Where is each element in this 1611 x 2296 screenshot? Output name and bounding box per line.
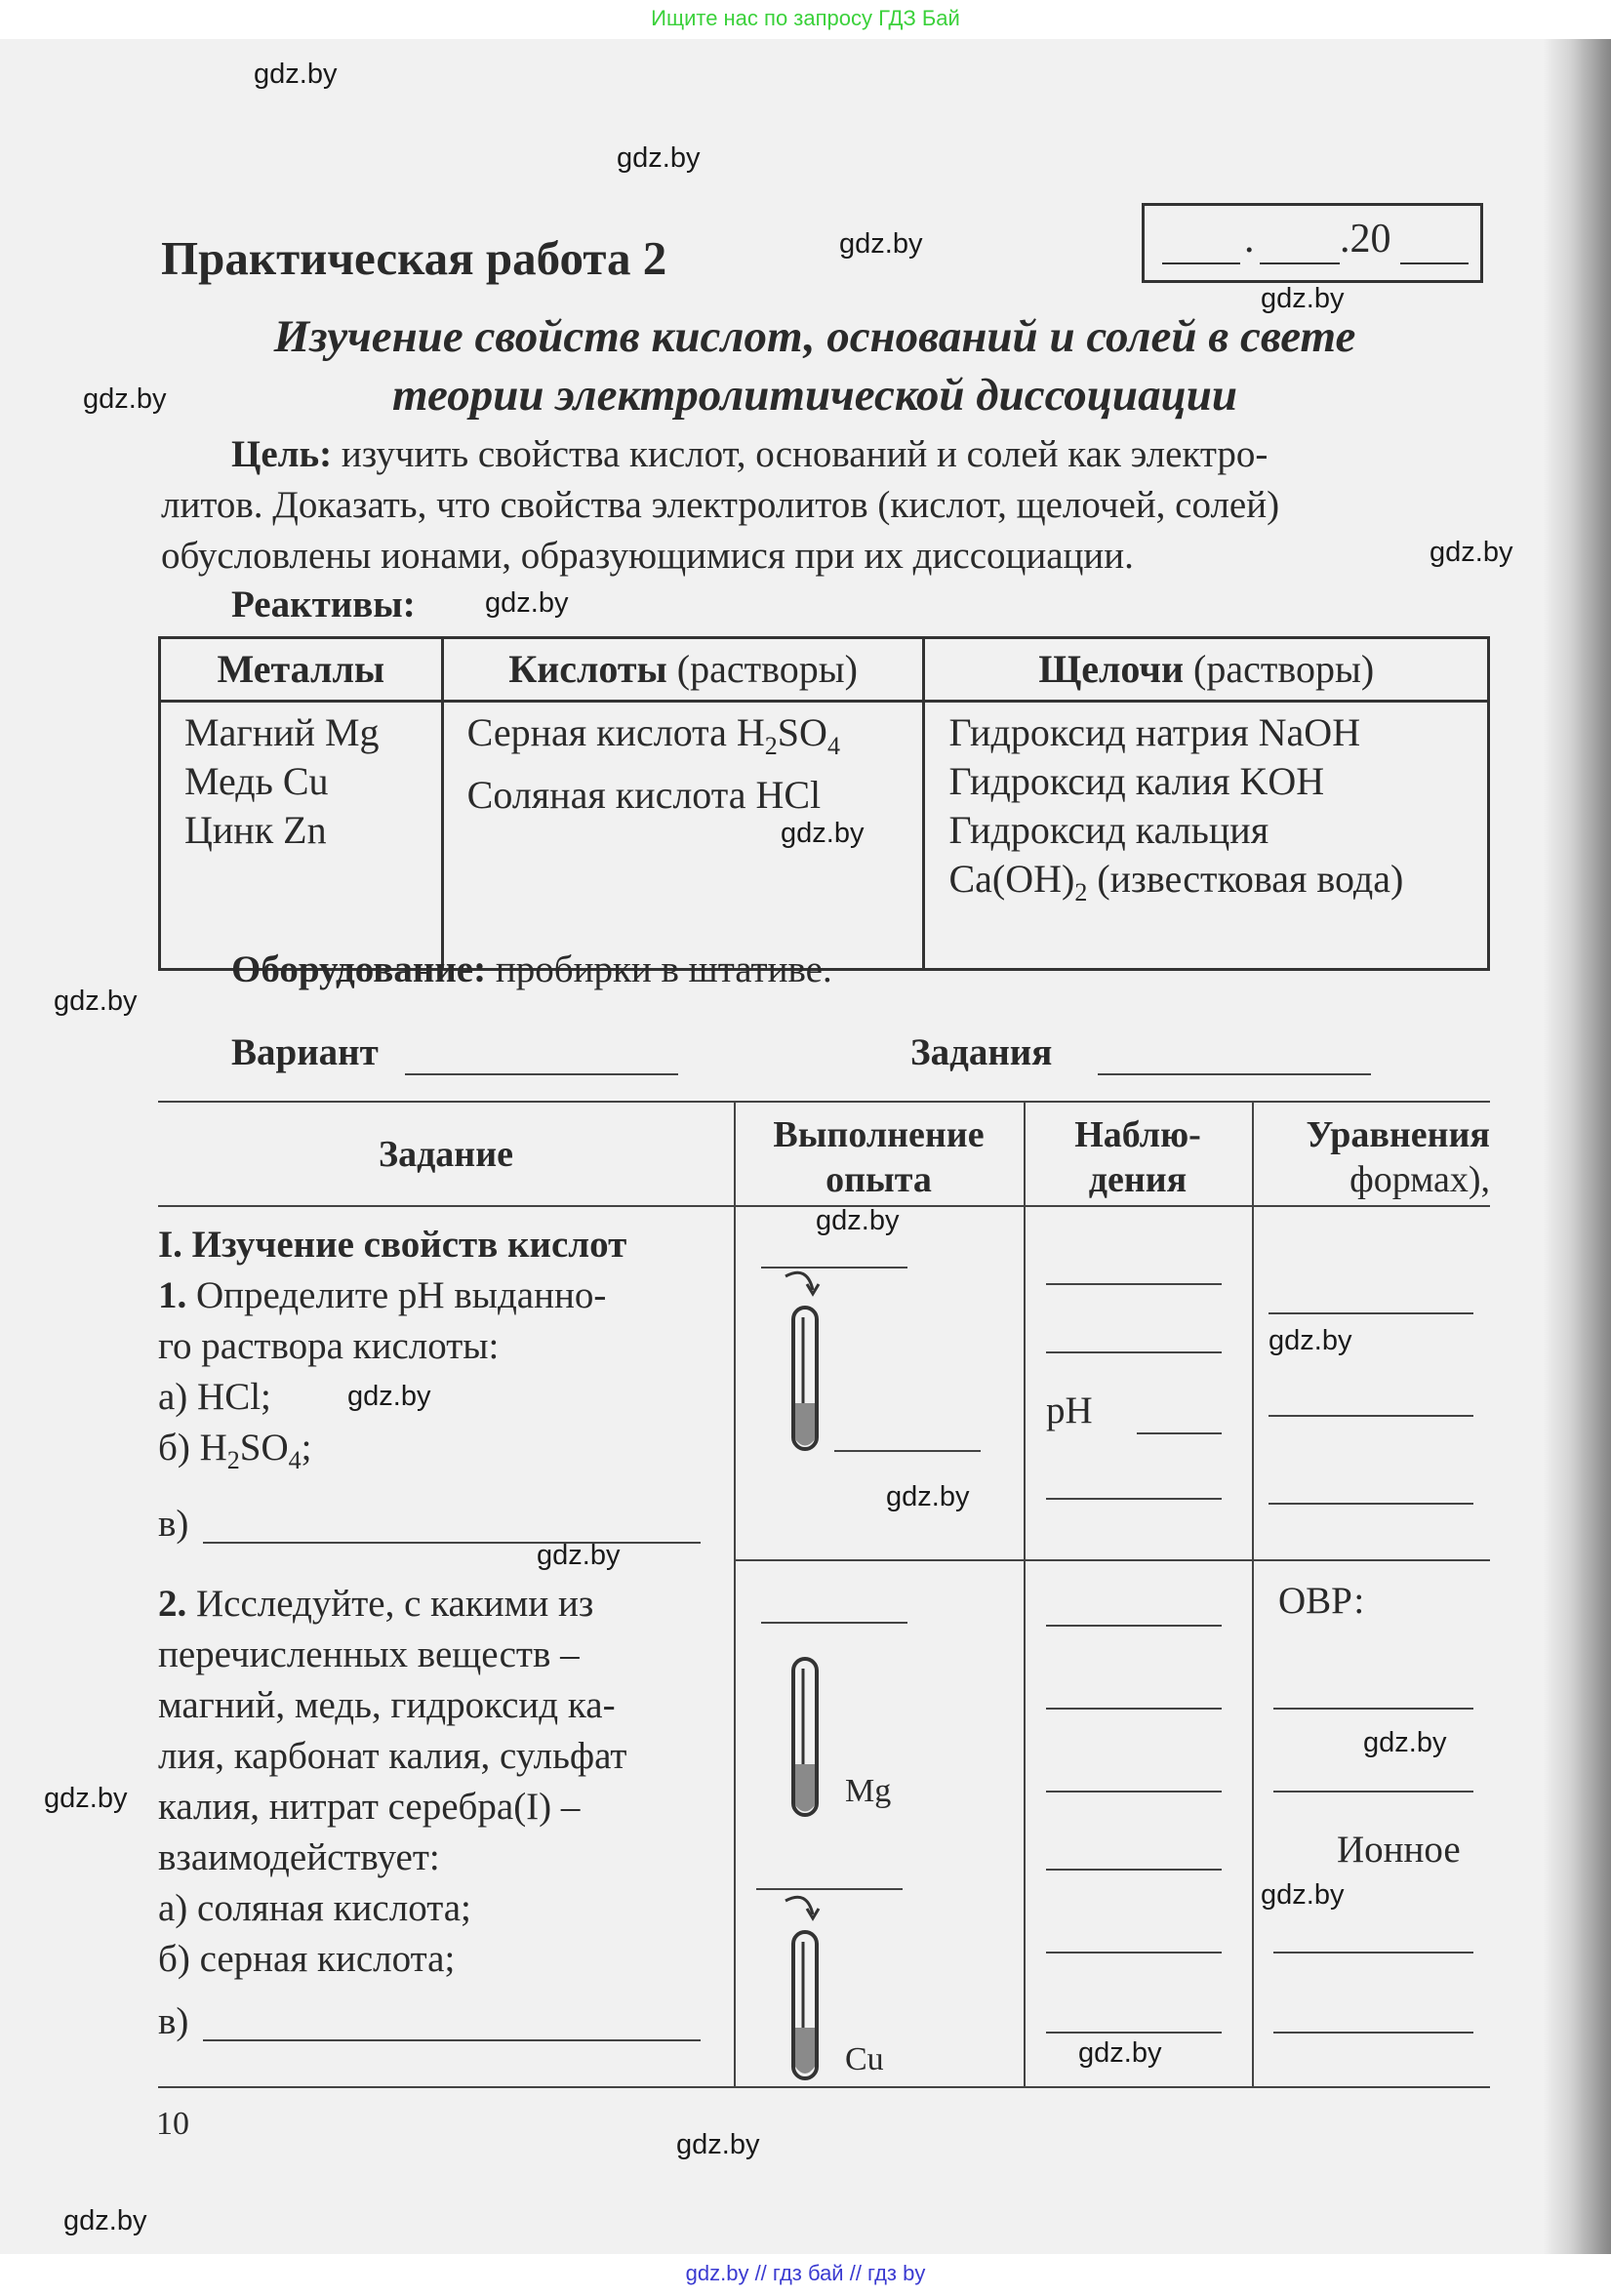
- col-divider-3: [1252, 1101, 1254, 2086]
- equation-line[interactable]: [1269, 1312, 1473, 1314]
- watermark: gdz.by: [676, 2129, 760, 2160]
- test-tube-cu-icon: [766, 1893, 844, 2088]
- ionic-label: Ионное: [1337, 1829, 1461, 1871]
- task-1-c-label: в): [158, 1503, 189, 1545]
- watermark: gdz.by: [485, 587, 569, 619]
- goal-paragraph: [161, 429, 1498, 582]
- task-1-c-input-line[interactable]: [203, 1542, 701, 1544]
- observation-line[interactable]: [1046, 2032, 1222, 2034]
- watermark: gdz.by: [617, 142, 701, 174]
- goal-line-3: обусловлены ионами, образующимися при их диссоциации.: [161, 535, 1134, 577]
- tube-2-top-line: [761, 1622, 907, 1624]
- col-divider-2: [1024, 1101, 1026, 2086]
- goal-line-2: литов. Доказать, что свойства электролитов (кислот, щелочей, солей): [161, 484, 1280, 526]
- watermark: gdz.by: [83, 383, 167, 415]
- alkali-item: Гидроксид калия KOH: [948, 759, 1325, 803]
- header-task: Задание: [379, 1134, 513, 1175]
- date-year-line: [1400, 262, 1469, 264]
- date-day-line: [1162, 262, 1240, 264]
- top-banner[interactable]: Ищите нас по запросу ГДЗ Бай: [651, 6, 960, 30]
- task-2-block: 2. Исследуйте, с какими из перечисленных веществ – магний, медь, гидроксид ка- лия, карбонат калия, сульфат калия, нитрат серебра(I) – взаимодействует: а) соляная кислота; б) серная кислота;: [158, 1583, 627, 1980]
- equipment-line: Оборудование: пробирки в штативе.: [231, 948, 832, 990]
- date-month-line: [1260, 262, 1340, 264]
- reagents-header-alkalis: Щелочи (растворы): [924, 638, 1489, 702]
- ovr-label: ОВР:: [1278, 1580, 1365, 1622]
- alkali-item: Гидроксид кальция: [948, 808, 1269, 852]
- observation-line[interactable]: [1046, 1283, 1222, 1285]
- observation-line[interactable]: [1046, 1625, 1222, 1627]
- watermark: gdz.by: [44, 1783, 128, 1814]
- observation-line[interactable]: [1046, 1351, 1222, 1353]
- goal-label: Цель:: [231, 433, 333, 475]
- observation-line[interactable]: [1046, 1708, 1222, 1710]
- section-1-heading: I. Изучение свойств кислот: [158, 1224, 627, 1266]
- reagents-header-acids: Кислоты (растворы): [442, 638, 924, 702]
- observation-line[interactable]: [1046, 1869, 1222, 1871]
- equation-line[interactable]: [1273, 1952, 1473, 1954]
- variant-input-line[interactable]: [405, 1073, 678, 1075]
- header-execution: Выполнение опыта: [773, 1114, 985, 1200]
- alkali-item: Гидроксид натрия NaOH: [948, 710, 1361, 754]
- metal-item: Медь Cu: [184, 759, 329, 803]
- ph-input-line[interactable]: [1137, 1432, 1222, 1434]
- row-divider-1: [734, 1559, 1490, 1561]
- task-1-block: 1. Определите pH выданно- го раствора кислоты: а) HCl; б) $H_2SO_4$;: [158, 1274, 607, 1474]
- goal-line-1: изучить свойства кислот, оснований и солей как электро-: [332, 433, 1269, 475]
- watermark: gdz.by: [1269, 1325, 1352, 1356]
- watermark: gdz.by: [886, 1481, 970, 1512]
- variant-label: Вариант: [231, 1031, 379, 1073]
- reagents-header-metals: Металлы: [160, 638, 443, 702]
- page-number: 10: [156, 2106, 189, 2142]
- watermark: gdz.by: [347, 1381, 431, 1412]
- watermark: gdz.by: [1363, 1727, 1447, 1758]
- tube-1-line: [834, 1450, 981, 1452]
- reagents-table: [158, 636, 1490, 971]
- reagents-label: Реактивы:: [231, 584, 416, 625]
- metal-item: Магний Mg: [184, 710, 380, 754]
- subtitle-line-2: теории электролитической диссоциации: [392, 370, 1237, 421]
- tasks-label: Задания: [910, 1031, 1053, 1073]
- watermark: gdz.by: [1261, 1879, 1345, 1911]
- page-binding-shadow: [1543, 39, 1611, 2254]
- watermark: gdz.by: [1430, 537, 1513, 568]
- task-2-c-label: в): [158, 2000, 189, 2042]
- alkali-item: $Ca(OH)_2$ (известковая вода): [948, 857, 1404, 906]
- watermark: gdz.by: [781, 818, 865, 849]
- watermark: gdz.by: [63, 2205, 147, 2236]
- test-tube-mg-icon: [766, 1649, 844, 1825]
- watermark: gdz.by: [537, 1540, 621, 1571]
- task-2-c-input-line[interactable]: [203, 2039, 701, 2041]
- reagents-alkalis-cell: [924, 702, 1489, 970]
- tube-cu-label: Cu: [845, 2041, 884, 2077]
- observation-line[interactable]: [1046, 1791, 1222, 1792]
- tube-1-top-line: [761, 1267, 907, 1269]
- date-year-prefix: .20: [1340, 217, 1391, 262]
- metal-item: Цинк Zn: [184, 808, 327, 852]
- bottom-banner[interactable]: gdz.by // гдз бай // гдз by: [685, 2261, 926, 2285]
- tasks-input-line[interactable]: [1098, 1073, 1371, 1075]
- watermark: gdz.by: [254, 59, 338, 90]
- observation-line[interactable]: [1046, 1498, 1222, 1500]
- page-title: Практическая работа 2: [161, 231, 667, 285]
- subtitle-line-1: Изучение свойств кислот, оснований и солей в свете: [273, 311, 1356, 362]
- observation-line[interactable]: [1046, 1952, 1222, 1954]
- tube-3-top-line: [756, 1888, 903, 1890]
- watermark: gdz.by: [816, 1205, 900, 1236]
- table-top-line: [158, 1101, 1490, 1103]
- header-equations: Уравнения формах),: [1306, 1114, 1490, 1200]
- equation-line[interactable]: [1273, 2032, 1473, 2034]
- header-observations: Наблю- дения: [1074, 1114, 1201, 1200]
- acid-item: Серная кислота $H_2SO_4$: [466, 710, 840, 760]
- test-tube-1-icon: [766, 1269, 844, 1464]
- tube-mg-label: Mg: [845, 1773, 892, 1809]
- ph-label: pH: [1046, 1390, 1093, 1431]
- equation-line[interactable]: [1269, 1415, 1473, 1417]
- equation-line[interactable]: [1269, 1503, 1473, 1505]
- watermark: gdz.by: [1261, 283, 1345, 314]
- watermark: gdz.by: [54, 986, 138, 1017]
- watermark: gdz.by: [1078, 2037, 1162, 2069]
- date-box: [1142, 203, 1483, 283]
- equation-line[interactable]: [1273, 1791, 1473, 1792]
- acid-item: Соляная кислота HCl: [466, 773, 822, 817]
- watermark: gdz.by: [839, 228, 923, 260]
- date-dot: .: [1244, 217, 1255, 262]
- reagents-metals-cell: [160, 702, 443, 970]
- equation-line[interactable]: [1273, 1708, 1473, 1710]
